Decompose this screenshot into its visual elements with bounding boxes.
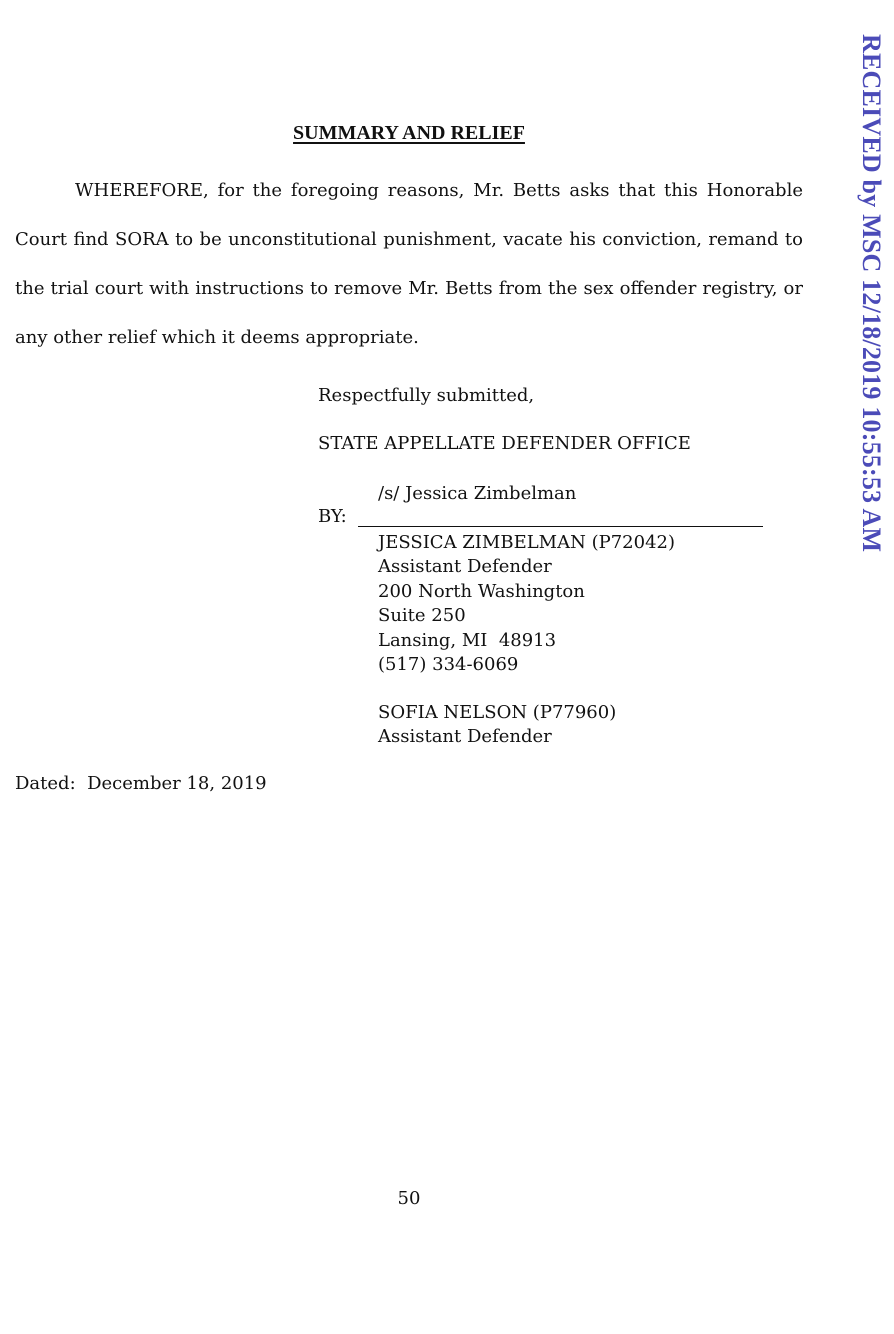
electronic-signature: /s/ Jessica Zimbelman [378, 483, 577, 504]
received-stamp: RECEIVED by MSC 12/18/2019 10:55:53 AM [857, 34, 886, 553]
by-label: BY: [318, 506, 347, 527]
signature-line [358, 526, 763, 527]
section-heading: SUMMARY AND RELIEF [293, 122, 525, 144]
signer-address-line1: 200 North Washington [378, 580, 585, 602]
page-number: 50 [397, 1188, 421, 1209]
closing-text: Respectfully submitted, [318, 385, 535, 406]
co-signer-block [378, 701, 616, 750]
signer-block [378, 531, 675, 677]
office-name: STATE APPELLATE DEFENDER OFFICE [318, 433, 691, 454]
signer-name: JESSICA ZIMBELMAN (P72042) [378, 532, 675, 553]
co-signer-name: SOFIA NELSON (P77960) [378, 702, 617, 723]
signer-phone: (517) 334-6069 [378, 654, 519, 676]
date-line: Dated: December 18, 2019 [15, 773, 267, 794]
signer-title: Assistant Defender [378, 556, 552, 578]
relief-paragraph: WHEREFORE, for the foregoing reasons, Mr. Betts asks that this Honorable Court find SORA to be unconstitutional punishment, vacate his conviction, remand to the trial court with instructions to remove Mr. Betts from the sex offender registry, or any other relief which it deems appropriate. [15, 180, 803, 348]
signer-address-line2: Suite 250 [378, 605, 466, 627]
co-signer-title: Assistant Defender [378, 726, 552, 748]
signer-city-state-zip: Lansing, MI 48913 [378, 629, 557, 651]
